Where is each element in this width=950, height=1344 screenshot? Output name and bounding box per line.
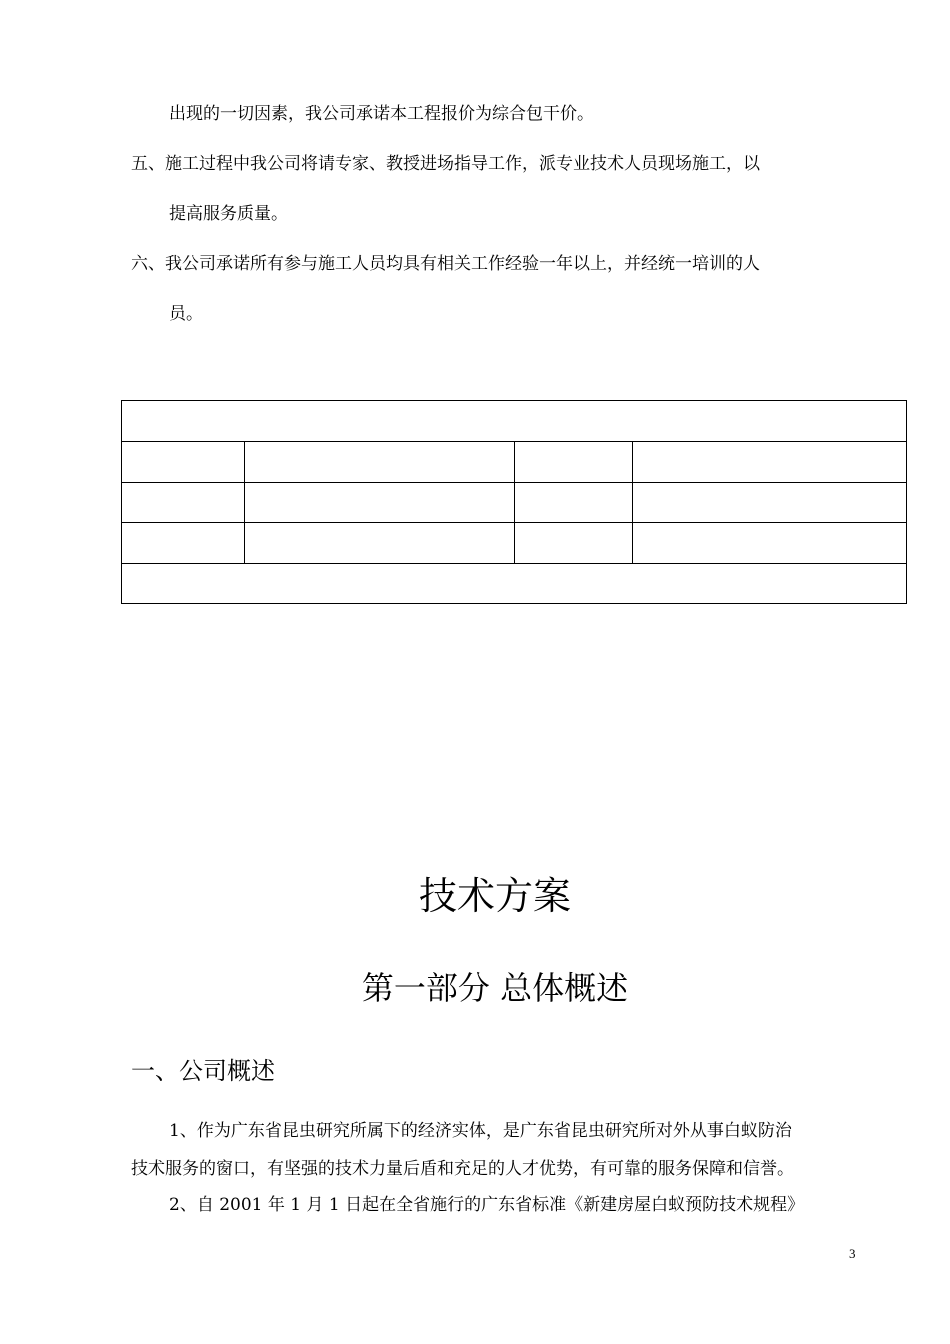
body-line: 技术服务的窗口，有坚强的技术力量后盾和充足的人才优势，有可靠的服务保障和信誉。 [131, 1159, 794, 1179]
table-column-divider [244, 441, 245, 563]
table-column-divider [514, 441, 515, 563]
document-title: 技术方案 [418, 874, 571, 918]
section-heading: 一、公司概述 [131, 1057, 275, 1085]
page-number: 3 [849, 1246, 856, 1261]
paragraph-line: 六、我公司承诺所有参与施工人员均具有相关工作经验一年以上，并经统一培训的人 [131, 254, 760, 274]
part-title: 第一部分 总体概述 [361, 969, 629, 1007]
table-column-divider [632, 441, 633, 563]
body-line: 2、自 2001 年 1 月 1 日起在全省施行的广东省标准《新建房屋白蚁预防技术规程》 [169, 1195, 805, 1215]
empty-table [121, 400, 907, 604]
table-row-divider [122, 563, 906, 564]
paragraph-line: 出现的一切因素，我公司承诺本工程报价为综合包干价。 [169, 104, 594, 124]
paragraph-line: 五、施工过程中我公司将请专家、教授进场指导工作，派专业技术人员现场施工，以 [131, 154, 760, 174]
body-line: 1、作为广东省昆虫研究所属下的经济实体，是广东省昆虫研究所对外从事白蚁防治 [169, 1121, 792, 1141]
paragraph-line: 员。 [169, 304, 203, 324]
paragraph-line: 提高服务质量。 [169, 204, 288, 224]
